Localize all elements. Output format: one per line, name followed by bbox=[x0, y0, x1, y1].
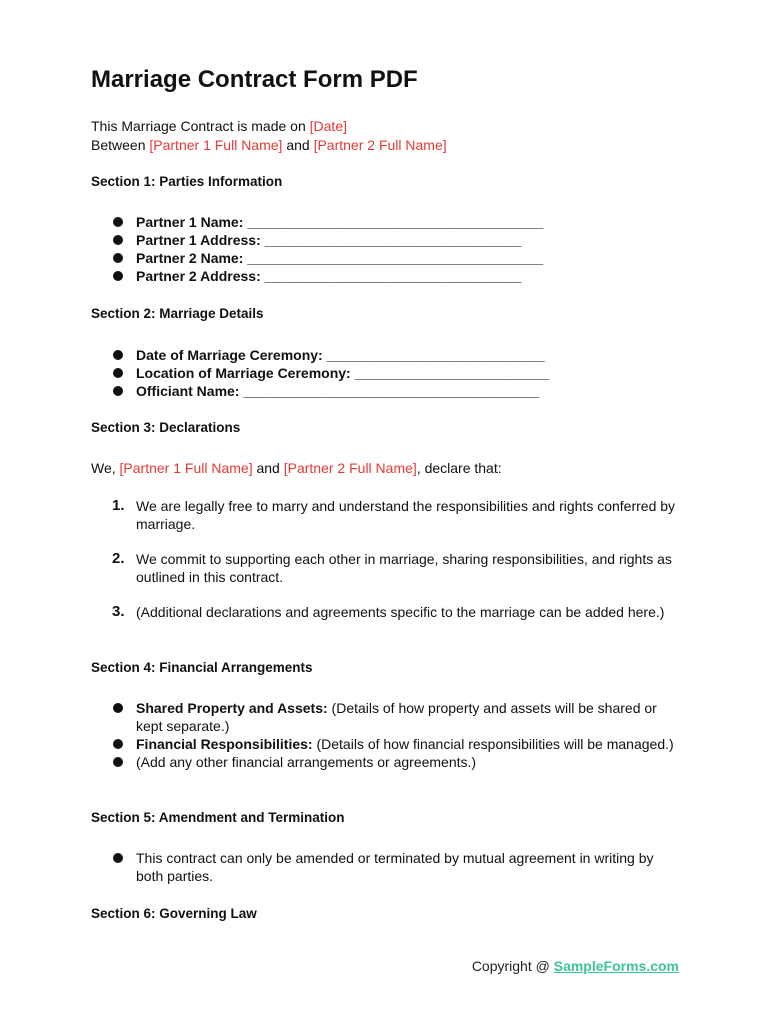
bullet-icon bbox=[113, 368, 123, 378]
list-item: Date of Marriage Ceremony: ____________________________ bbox=[91, 346, 681, 364]
partner1-placeholder: [Partner 1 Full Name] bbox=[119, 460, 253, 476]
bullet-icon bbox=[113, 739, 123, 749]
section-2-list bbox=[91, 346, 681, 400]
bullet-icon bbox=[113, 350, 123, 360]
intro-paragraph bbox=[91, 117, 447, 155]
partner2-placeholder: [Partner 2 Full Name] bbox=[283, 460, 417, 476]
bullet-icon bbox=[113, 217, 123, 227]
section-5-list bbox=[91, 849, 681, 885]
section-5-heading: Section 5: Amendment and Termination bbox=[91, 810, 345, 825]
bullet-icon bbox=[113, 853, 123, 863]
sampleforms-link[interactable]: SampleForms.com bbox=[553, 958, 679, 974]
bullet-icon bbox=[113, 703, 123, 713]
list-item: Partner 2 Address: _________________________________ bbox=[91, 267, 681, 285]
list-item: 1. We are legally free to marry and understand the responsibilities and rights conferred by marriage. bbox=[112, 497, 676, 532]
list-item: This contract can only be amended or terminated by mutual agreement in writing by both parties. bbox=[91, 849, 681, 885]
section-6-heading: Section 6: Governing Law bbox=[91, 906, 257, 921]
bullet-icon bbox=[113, 757, 123, 767]
list-item: Partner 2 Name: ______________________________________ bbox=[91, 249, 681, 267]
bullet-icon bbox=[113, 235, 123, 245]
list-item: 3. (Additional declarations and agreements specific to the marriage can be added here.) bbox=[112, 603, 665, 620]
list-item: Partner 1 Address: _________________________________ bbox=[91, 231, 681, 249]
document-title: Marriage Contract Form PDF bbox=[91, 66, 418, 93]
section-3-heading: Section 3: Declarations bbox=[91, 420, 241, 435]
list-item: (Add any other financial arrangements or agreements.) bbox=[91, 753, 681, 771]
section-2-heading: Section 2: Marriage Details bbox=[91, 306, 264, 321]
copyright-footer: Copyright @ SampleForms.com bbox=[471, 958, 679, 974]
intro-line-1: This Marriage Contract is made on [Date] bbox=[91, 118, 347, 134]
list-item: Location of Marriage Ceremony: _________________________ bbox=[91, 364, 681, 382]
section-4-heading: Section 4: Financial Arrangements bbox=[91, 660, 313, 675]
bullet-icon bbox=[113, 253, 123, 263]
date-placeholder: [Date] bbox=[309, 118, 347, 134]
list-item: Financial Responsibilities: (Details of how financial responsibilities will be managed.) bbox=[91, 735, 681, 753]
section-4-list bbox=[91, 699, 681, 771]
partner1-placeholder: [Partner 1 Full Name] bbox=[149, 137, 283, 153]
partner2-placeholder: [Partner 2 Full Name] bbox=[313, 137, 447, 153]
list-item: Shared Property and Assets: (Details of how property and assets will be shared or kept separate.) bbox=[91, 699, 681, 735]
intro-line-2: Between [Partner 1 Full Name] and [Partner 2 Full Name] bbox=[91, 137, 447, 153]
bullet-icon bbox=[113, 386, 123, 396]
bullet-icon bbox=[113, 271, 123, 281]
declarations-list bbox=[91, 497, 681, 638]
section-1-heading: Section 1: Parties Information bbox=[91, 174, 283, 189]
list-item: Partner 1 Name: ______________________________________ bbox=[91, 213, 681, 231]
list-item: 2. We commit to supporting each other in marriage, sharing responsibilities, and rights as outlined in this contract. bbox=[112, 550, 672, 585]
declaration-line: We, [Partner 1 Full Name] and [Partner 2 Full Name], declare that: bbox=[91, 460, 502, 476]
list-item: Officiant Name: ______________________________________ bbox=[91, 382, 681, 400]
section-1-list bbox=[91, 213, 681, 285]
